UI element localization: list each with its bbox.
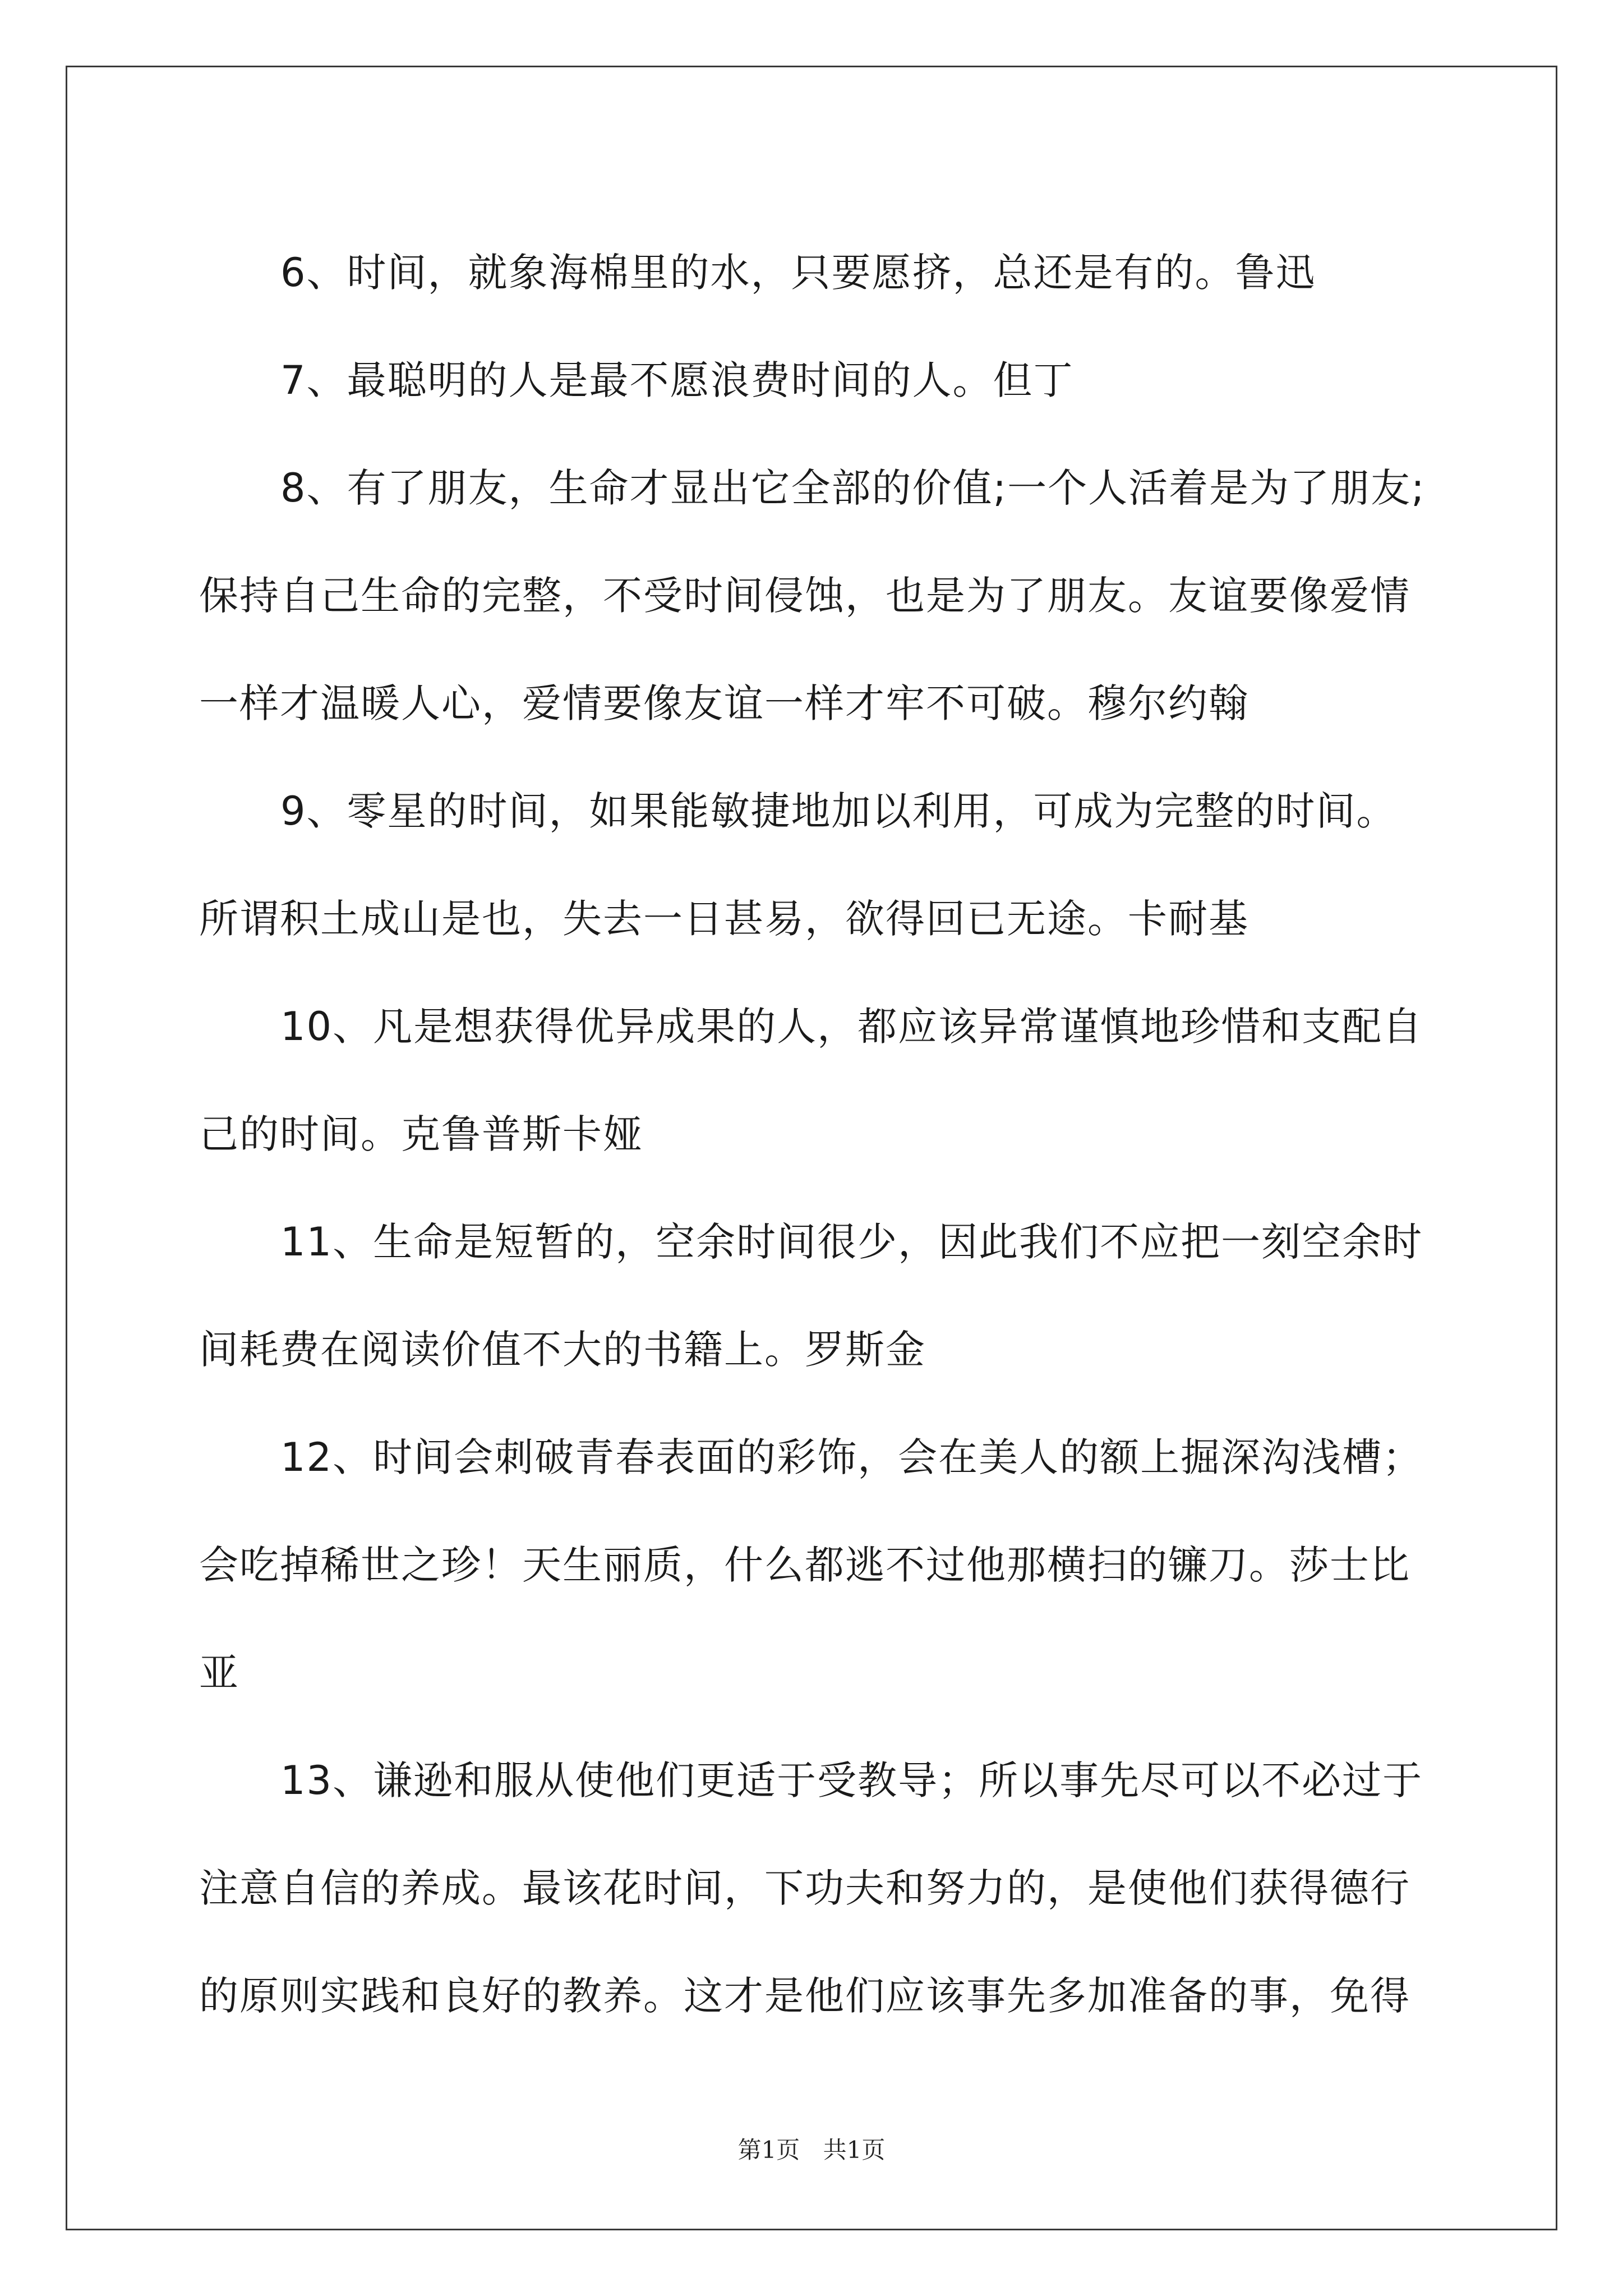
- document-body: [199, 219, 1430, 2050]
- paragraph-12: 12、时间会刺破青春表面的彩饰，会在美人的额上掘深沟浅槽；会吃掉稀世之珍！天生丽质，什么都逃不过他那横扫的镰刀。莎士比亚: [199, 1434, 1423, 1696]
- page-footer: [0, 2132, 1623, 2165]
- paragraph-7: 7、最聪明的人是最不愿浪费时间的人。但丁: [280, 357, 1074, 403]
- paragraph-6: 6、时间，就象海棉里的水，只要愿挤，总还是有的。鲁迅: [280, 250, 1316, 296]
- page-number: 第1页: [737, 2136, 800, 2164]
- paragraph-10: 10、凡是想获得优异成果的人，都应该异常谨慎地珍惜和支配自己的时间。克鲁普斯卡娅: [199, 1004, 1423, 1157]
- paragraph-13: 13、谦逊和服从使他们更适于受教导；所以事先尽可以不必过于注意自信的养成。最该花时间，下功夫和努力的，是使他们获得德行的原则实践和良好的教养。这才是他们应该事先多加准备的事，免得: [199, 1757, 1423, 2019]
- paragraph-8: 8、有了朋友，生命才显出它全部的价值;一个人活着是为了朋友;保持自己生命的完整，不受时间侵蚀，也是为了朋友。友谊要像爱情一样才温暖人心，爱情要像友谊一样才牢不可破。穆尔约翰: [199, 465, 1426, 726]
- paragraph-9: 9、零星的时间，如果能敏捷地加以利用，可成为完整的时间。所谓积土成山是也，失去一日甚易，欲得回已无途。卡耐基: [199, 788, 1397, 942]
- page-total: 共1页: [823, 2136, 886, 2164]
- paragraph-11: 11、生命是短暂的，空余时间很少，因此我们不应把一刻空余时间耗费在阅读价值不大的书籍上。罗斯金: [199, 1219, 1423, 1373]
